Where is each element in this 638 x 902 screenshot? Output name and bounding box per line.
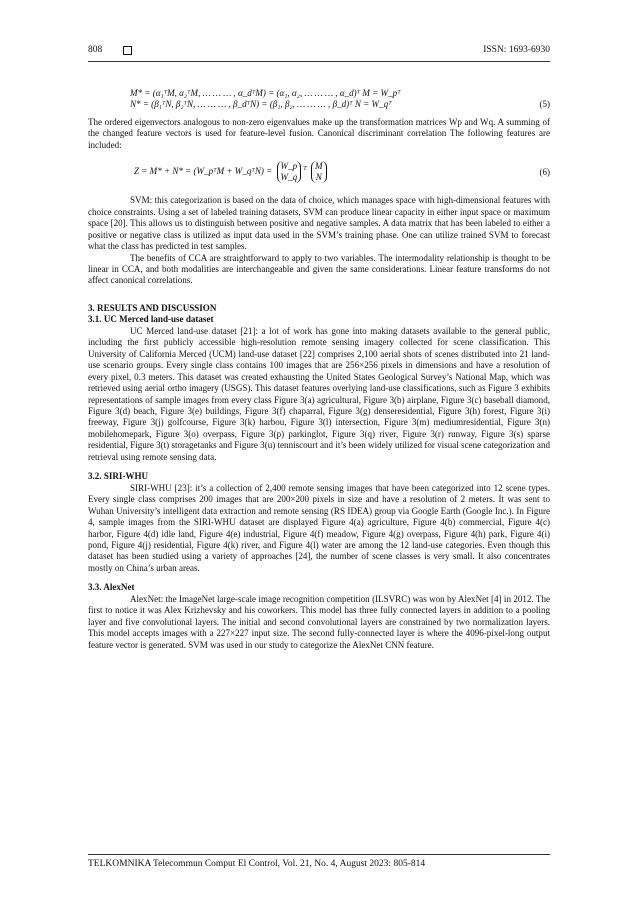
paragraph-alexnet: AlexNet: the ImageNet large-scale image recognition competition (ILSVRC) was won by AlexNet [4] in 2012. The first to notice it was Alex Krizhevsky and his coworkers. This model has three fully connected layers in addition to a pooling layer and five convolutional layers. The initial and second convolutional layers are constrained by two normalization layers. This model accepts images with a 227×227 input size. The second fully-connected layer is where the 4096-pixel-long output feature vector is generated. SVM was used in our study to categorize the AlexNet CNN feature. <box>88 593 550 650</box>
page-number: 808 <box>88 45 103 55</box>
paragraph-siri: SIRI-WHU [23]: it’s a collection of 2,400 remote sensing images that have been categorized into 12 scene types. Every single class comprises 200 images that are 200×200 pixels in size and have a resolution of 2 meters. It was sent to Wuhan University’s intelligent data extraction and remote sensing (RS IDEA) group via Google Earth (Google Inc.). In Figure 4, sample images from the SIRI-WHU dataset are displayed Figure 4(a) agriculture, Figure 4(b) commercial, Figure 4(c) harbor, Figure 4(d) idle land, Figure 4(e) industrial, Figure 4(f) meadow, Figure 4(g) overpass, Figure 4(h) park, Figure 4(i) pond, Figure 4(j) residential, Figure 4(k) river, and Figure 4(l) water are among the 12 land-use categories. Even though this dataset has been studied using a variety of approaches [24], the number of scene classes is very small. It also concentrates mostly on China’s urban areas. <box>88 482 550 573</box>
equation-5-number: (5) <box>539 99 550 110</box>
matrix-mn: M N <box>311 161 327 183</box>
matrix-w: W_p W_q <box>277 161 302 183</box>
header-rule <box>88 61 550 62</box>
footer-rule <box>88 854 550 855</box>
subsection-heading-3-1: 3.1. UC Merced land-use dataset <box>88 314 214 325</box>
running-header <box>88 45 550 57</box>
section-heading-3: 3. RESULTS AND DISCUSSION <box>88 302 217 313</box>
equation-6: Z = M* + N* = (W_pᵀM + W_qᵀN) = W_p $W\_q^T$ M N (6) <box>134 161 550 183</box>
equation-5-line-2: N* = (β₁ᵀN, β₂ᵀN, … … … , β_dᵀN) = (β₁, β₂, … … … , β_d)ᵀ N = W_qᵀ (5) <box>130 99 550 110</box>
paragraph-svm: SVM: this categorization is based on the data of choice, which manages space with high-dimensional features with choice constraints. Using a set of labeled training datasets, SVM can produce linear capacity in either input space or maximum space [20]. This allows us to distinguish between positive and negative samples. A data matrix that has been labeled to either a positive or negative class is utilized as input data used in the SVM’s training phase. One can utilize trained SVM to forecast what the class has predicted in test samples. <box>88 195 550 252</box>
paragraph-eigenvectors: The ordered eigenvectors analogous to non-zero eigenvalues make up the transformation matrices Wp and Wq. A summing of the changed feature vectors is used for feature-level fusion. Canonical discriminant correlation The following features are included: <box>88 116 550 150</box>
paragraph-ucm: UC Merced land-use dataset [21]: a lot of work has gone into making datasets available to the general public, including the first publicly accessible high-resolution remote sensing imagery collected for scene classification. This University of California Merced (UCM) land-use dataset [22] comprises 2,100 aerial shots of scenes distributed into 21 land-use scenario groups. Every single class contains 100 images that are 256×256 pixels in dimensions and have a resolution of every pixel, 0.3 meters. This dataset was created exhausting the United States Geological Survey’s National Map, which was retrieved using aerial ortho imagery (USGS). This dataset features overlying land-use classifications, such as Figure 3 exhibits representations of sample images from every class Figure 3(a) agricultural, Figure 3(b) airplane, Figure 3(c) baseball diamond, Figure 3(d) beach, Figure 3(e) buildings, Figure 3(f) chaparral, Figure 3(g) denseresidential, Figure 3(h) forest, Figure 3(i) freeway, Figure 3(j) golfcourse, Figure 3(k) harbou, Figure 3(l) intersection, Figure 3(m) mediumresidential, Figure 3(n) mobilehomepark, Figure 3(o) overpass, Figure 3(p) parkinglot, Figure 3(q) river, Figure 3(r) runway, Figure 3(s) sparse residential, Figure 3(t) storagetanks and Figure 3(u) tenniscourt and it’s been widely utilized for visual scene categorization and retrieval using remote sensing data. <box>88 325 550 462</box>
equation-5-line-1: M* = (α₁ᵀM, α₂ᵀM, … … … , α_dᵀM) = (α₁, α₂, … … … , α_d)ᵀ M = W_pᵀ <box>130 88 401 98</box>
running-footer: TELKOMNIKA Telecommun Comput El Control, Vol. 21, No. 4, August 2023: 805-814 <box>88 859 426 869</box>
body-text <box>88 88 550 651</box>
equation-6-number: (6) <box>539 167 550 178</box>
subsection-heading-3-3: 3.3. AlexNet <box>88 582 135 593</box>
subsection-heading-3-2: 3.2. SIRI-WHU <box>88 471 149 482</box>
square-bullet-icon <box>123 46 132 55</box>
paragraph-cca: The benefits of CCA are straightforward to apply to two variables. The intermodality relationship is thought to be linear in CCA, and both modalities are interchangeable and given the same considerations. Linear feature transforms do not affect canonical correlations. <box>88 252 550 286</box>
issn: ISSN: 1693-6930 <box>483 45 550 55</box>
